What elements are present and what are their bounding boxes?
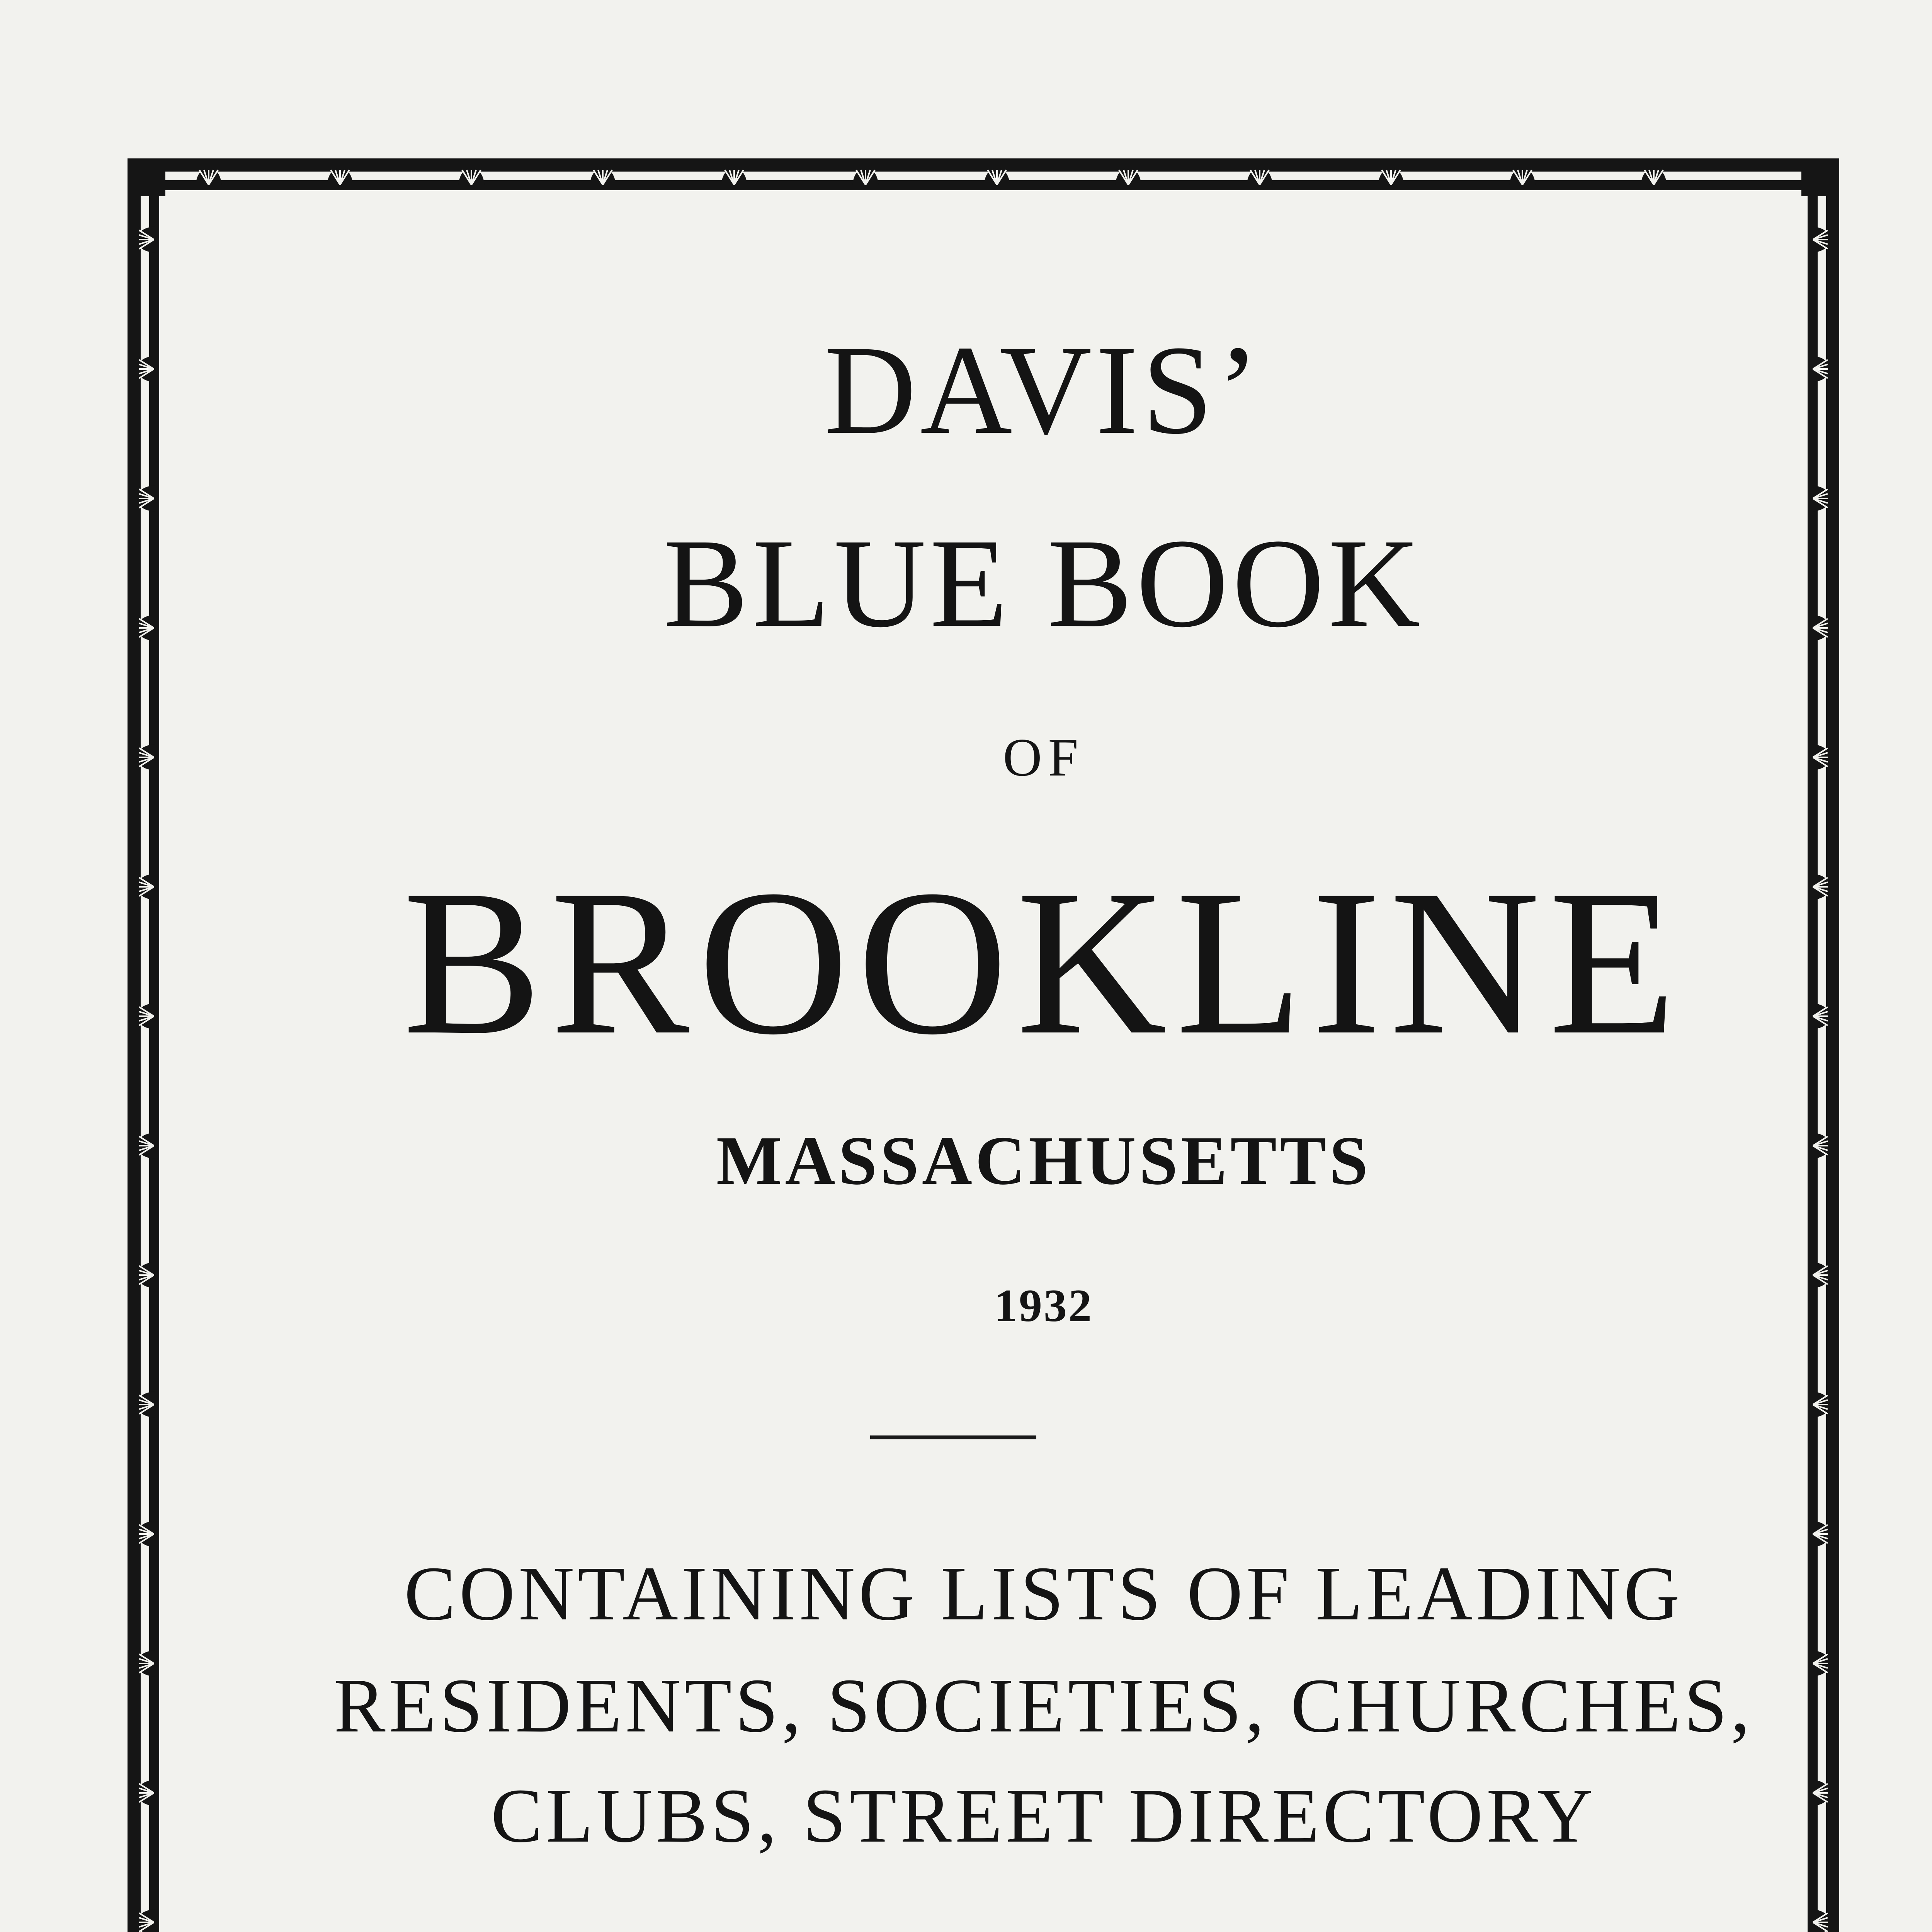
description-line-1: CONTAINING LISTS OF LEADING [404, 1551, 1684, 1636]
title-line-of: OF [1003, 728, 1085, 787]
edition-year: 1932 [994, 1280, 1093, 1331]
title-line-blue-book: BLUE BOOK [663, 513, 1424, 654]
divider-rule [870, 1435, 1036, 1439]
description-line-3: CLUBS, STREET DIRECTORY [491, 1773, 1597, 1859]
title-line-brookline: BROOKLINE [403, 847, 1685, 1078]
title-line-davis: DAVIS’ [824, 320, 1263, 461]
description-line-2: RESIDENTS, SOCIETIES, CHURCHES, [334, 1663, 1753, 1748]
state-name: MASSACHUSETTS [716, 1122, 1371, 1199]
